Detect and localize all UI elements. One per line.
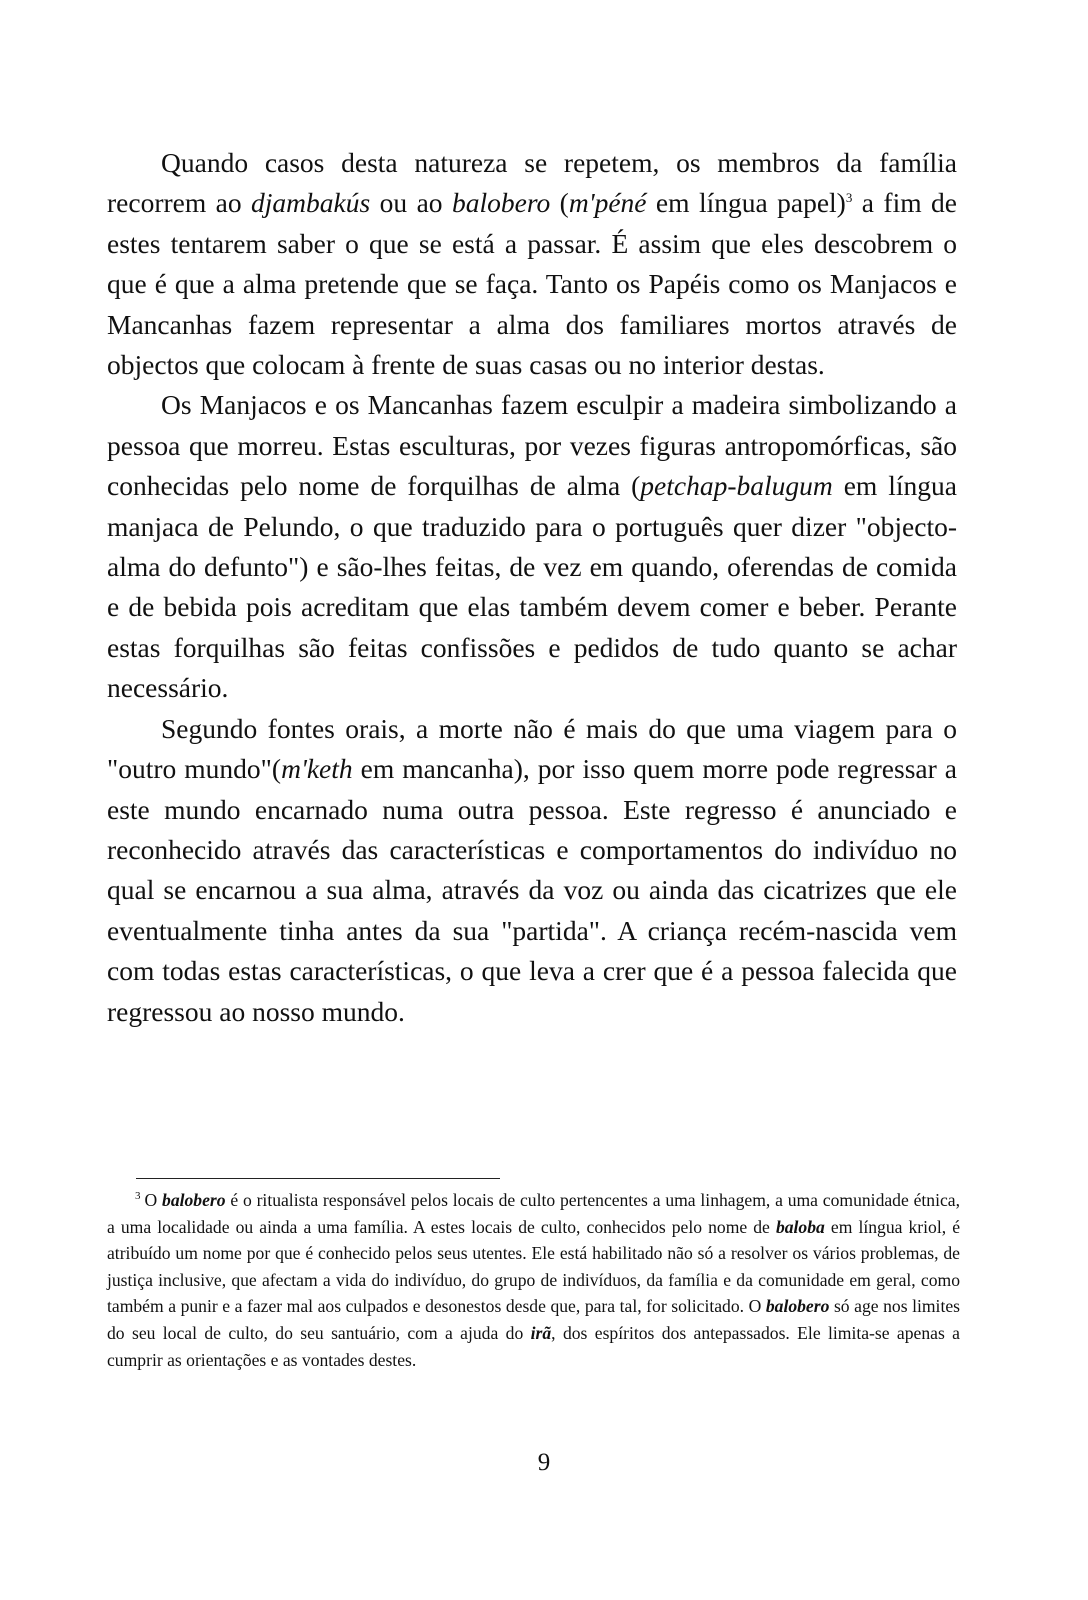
italic-term: m'keth bbox=[281, 753, 353, 785]
text-segment: é o ritualista responsável pelos locais de culto pertencentes a uma linhagem, a uma comunidade étnica, a uma localidade ou ainda a uma família. A estes locais de culto, conhecidos pelo nome de bbox=[107, 1190, 960, 1237]
text-segment: O bbox=[144, 1190, 163, 1210]
main-text bbox=[107, 143, 957, 1032]
italic-term: balobero bbox=[451, 187, 551, 219]
text-segment: em língua manjaca de Pelundo, o que traduzido para o português quer dizer "objecto-alma do defunto") e são-lhes feitas, de vez em quando, oferendas de comida e de bebida pois acreditam que elas também devem comer e beber. Perante estas forquilhas são feitas confissões e pedidos de tudo quanto se achar necessário. bbox=[107, 470, 958, 704]
italic-term: balobero bbox=[765, 1296, 830, 1317]
text-segment: em língua kriol, é atribuído um nome por que é conhecido pelos seus utentes. Ele está habilitado não só a resolver os vários problemas, de justiça inclusive, que afectam a vida do indivíduo, do grupo de indivíduos, da família e da comunidade em geral, como também a punir e a fazer mal aos culpados e desonestos desde que, para tal, for solicitado. O bbox=[107, 1216, 961, 1317]
italic-term: m'péné bbox=[568, 187, 647, 219]
footnote-reference: 3 bbox=[845, 190, 853, 206]
text-segment: ( bbox=[550, 187, 569, 219]
italic-term: baloba bbox=[775, 1216, 825, 1237]
footnote-marker: 3 bbox=[135, 1190, 141, 1203]
text-segment: em mancanha), por isso quem morre pode regressar a este mundo encarnado numa outra pessoa. Este regresso é anunciado e reconhecido através das características e comportamentos do indivíduo no qual se encarnou a sua alma, através da voz ou ainda das cicatrizes que ele eventualmente tinha antes da sua "partida". A criança recém-nascida vem com todas estas características, o que leva a crer que é a pessoa falecida que regressou ao nosso mundo. bbox=[107, 753, 957, 1027]
text-segment: Quando casos desta natureza se repetem, os membros da família recorrem ao bbox=[107, 147, 957, 219]
paragraph-2 bbox=[107, 385, 957, 708]
text-segment: em língua papel) bbox=[646, 187, 846, 219]
text-segment: a fim de estes tentarem saber o que se está a passar. É assim que eles descobrem o que é que a alma pretende que se faça. Tanto os Papéis como os Manjacos e Mancanhas fazem representar a alma dos familiares mortos através de objectos que colocam à frente de suas casas ou no interior destas. bbox=[107, 187, 957, 381]
footnote-separator bbox=[136, 1178, 500, 1179]
page-number: 9 bbox=[537, 1449, 551, 1476]
text-segment: Os Manjacos e os Mancanhas fazem esculpir a madeira simbolizando a pessoa que morreu. Estas esculturas, por vezes figuras antropomórficas, são conhecidas pelo nome de forquilhas de alma ( bbox=[107, 389, 957, 502]
italic-term: irã bbox=[530, 1322, 552, 1343]
italic-term: petchap-balugum bbox=[640, 470, 833, 502]
paragraph-3 bbox=[107, 709, 957, 1032]
footnote bbox=[107, 1187, 960, 1373]
paragraph-1 bbox=[107, 143, 957, 385]
text-segment: ou ao bbox=[370, 187, 452, 219]
italic-term: balobero bbox=[162, 1190, 226, 1210]
italic-term: djambakús bbox=[251, 187, 371, 219]
text-segment: Segundo fontes orais, a morte não é mais do que uma viagem para o "outro mundo"( bbox=[107, 712, 957, 785]
text-segment: , dos espíritos dos antepassados. Ele limita-se apenas a cumprir as orientações e as vontades destes. bbox=[107, 1322, 960, 1370]
text-segment: só age nos limites do seu local de culto, do seu santuário, com a ajuda do bbox=[107, 1296, 960, 1343]
